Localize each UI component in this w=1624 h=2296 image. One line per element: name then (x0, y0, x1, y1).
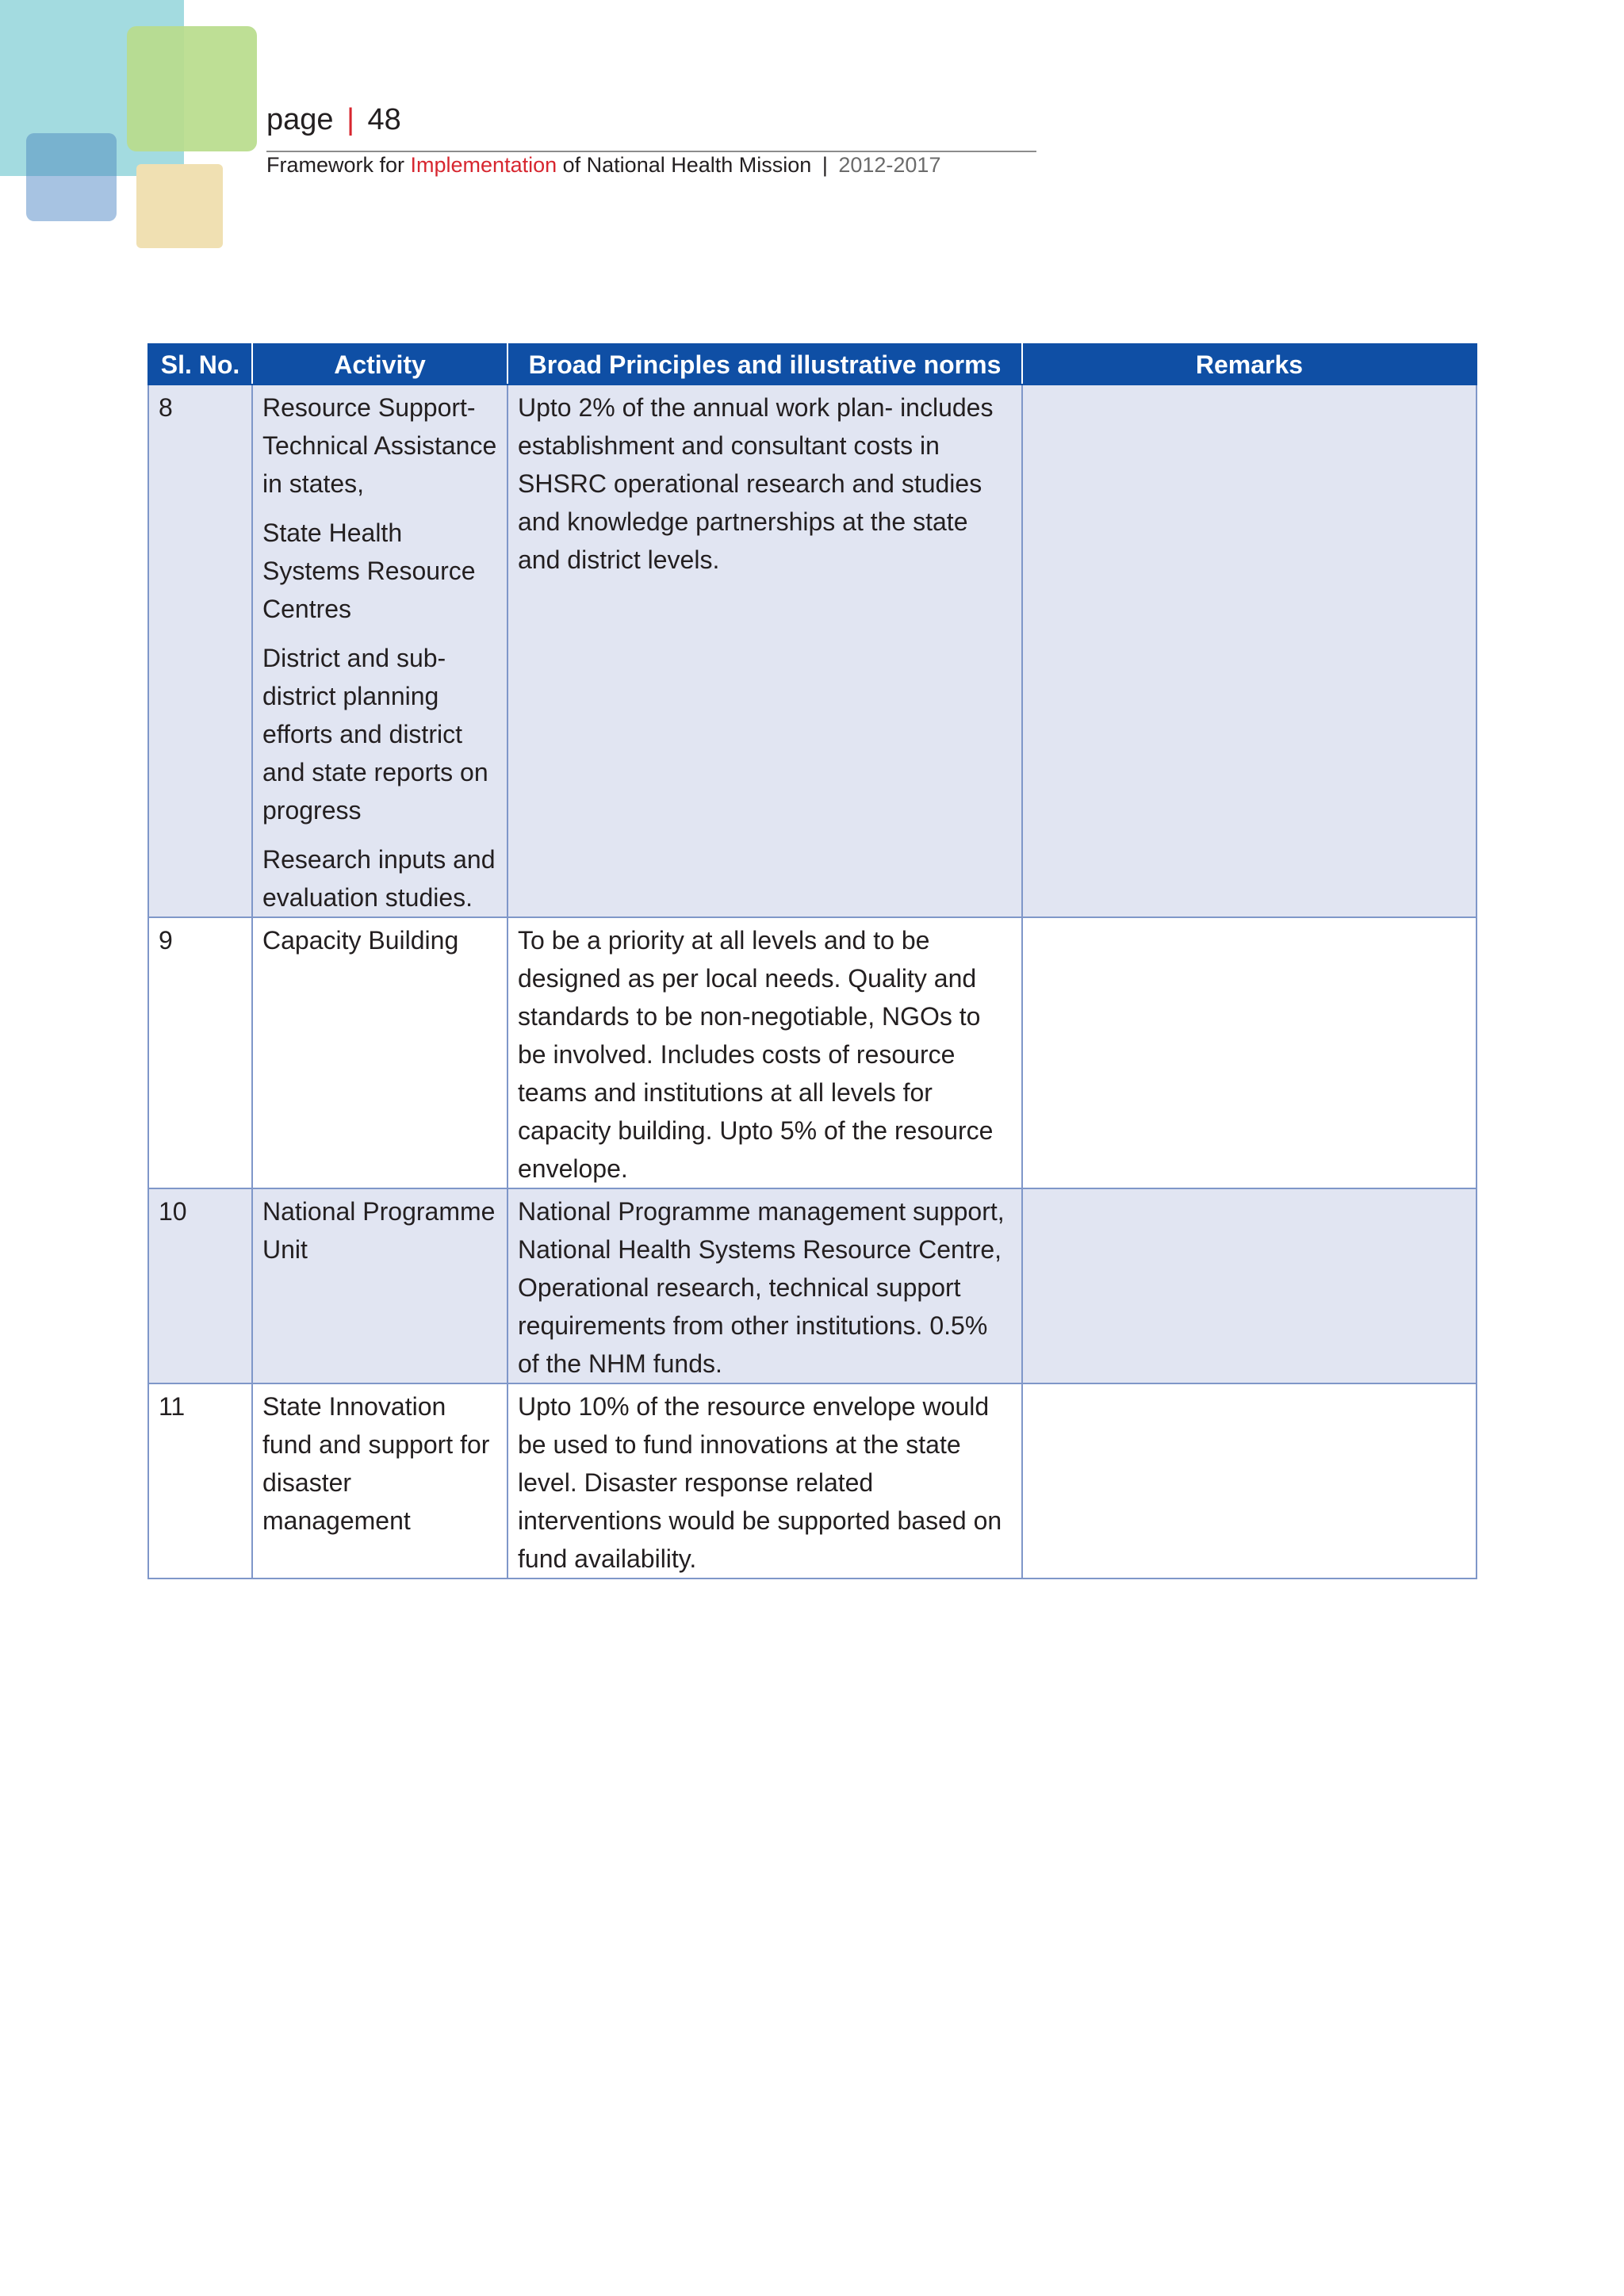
header-remarks: Remarks (1022, 344, 1477, 385)
decor-square-sand (136, 164, 223, 248)
cell-remarks (1022, 385, 1477, 917)
activity-paragraph: National Programme Unit (262, 1197, 496, 1264)
header-principles: Broad Principles and illustrative norms (508, 344, 1022, 385)
activity-paragraph: District and sub-district planning efforts and district and state reports on progress (262, 644, 488, 825)
page-number: 48 (367, 103, 401, 136)
cell-principles: National Programme management support, National Health Systems Resource Centre, Operational research, technical support requirements from other institutions. 0.5% of the NHM funds. (508, 1188, 1022, 1383)
activity-paragraph: Resource Support-Technical Assistance in states, (262, 393, 497, 498)
activity-paragraph: State Innovation fund and support for disaster management (262, 1392, 490, 1535)
cell-remarks (1022, 1188, 1477, 1383)
page-separator: | (347, 103, 354, 136)
activity-paragraph: Capacity Building (262, 926, 459, 955)
cell-principles: Upto 2% of the annual work plan- includes establishment and consultant costs in SHSRC operational research and studies and knowledge partnerships at the state and district levels. (508, 385, 1022, 917)
activity-paragraph: Research inputs and evaluation studies. (262, 845, 496, 912)
decor-square-green (127, 26, 257, 151)
activities-table (147, 343, 1477, 1579)
subtitle-part1: Framework for (266, 153, 411, 177)
cell-sl-no: 10 (148, 1188, 252, 1383)
header-sl-no: Sl. No. (148, 344, 252, 385)
table-row (148, 1188, 1477, 1383)
page-number-label (266, 103, 401, 137)
cell-remarks (1022, 917, 1477, 1188)
cell-principles: To be a priority at all levels and to be designed as per local needs. Quality and standards to be non-negotiable, NGOs to be involved. Includes costs of resource teams and institutions at all levels for capacity building. Upto 5% of the resource envelope. (508, 917, 1022, 1188)
cell-activity (252, 385, 508, 917)
cell-sl-no: 9 (148, 917, 252, 1188)
subtitle-part2: of National Health Mission (557, 153, 812, 177)
cell-activity (252, 1383, 508, 1578)
table-row (148, 917, 1477, 1188)
cell-remarks (1022, 1383, 1477, 1578)
subtitle-separator: | (822, 153, 828, 177)
cell-activity (252, 917, 508, 1188)
page-word: page (266, 103, 334, 136)
subtitle-accent: Implementation (410, 153, 557, 177)
decor-square-overlap (26, 133, 117, 176)
document-subtitle (266, 153, 940, 178)
header-divider (266, 151, 1036, 152)
cell-principles: Upto 10% of the resource envelope would be used to fund innovations at the state level. Disaster response related interventions would be supported based on fund availability. (508, 1383, 1022, 1578)
table-row (148, 1383, 1477, 1578)
activity-paragraph: State Health Systems Resource Centres (262, 519, 476, 623)
cell-activity (252, 1188, 508, 1383)
cell-sl-no: 8 (148, 385, 252, 917)
table-header-row (148, 344, 1477, 385)
header-activity: Activity (252, 344, 508, 385)
table-row (148, 385, 1477, 917)
subtitle-years: 2012-2017 (838, 153, 941, 177)
cell-sl-no: 11 (148, 1383, 252, 1578)
